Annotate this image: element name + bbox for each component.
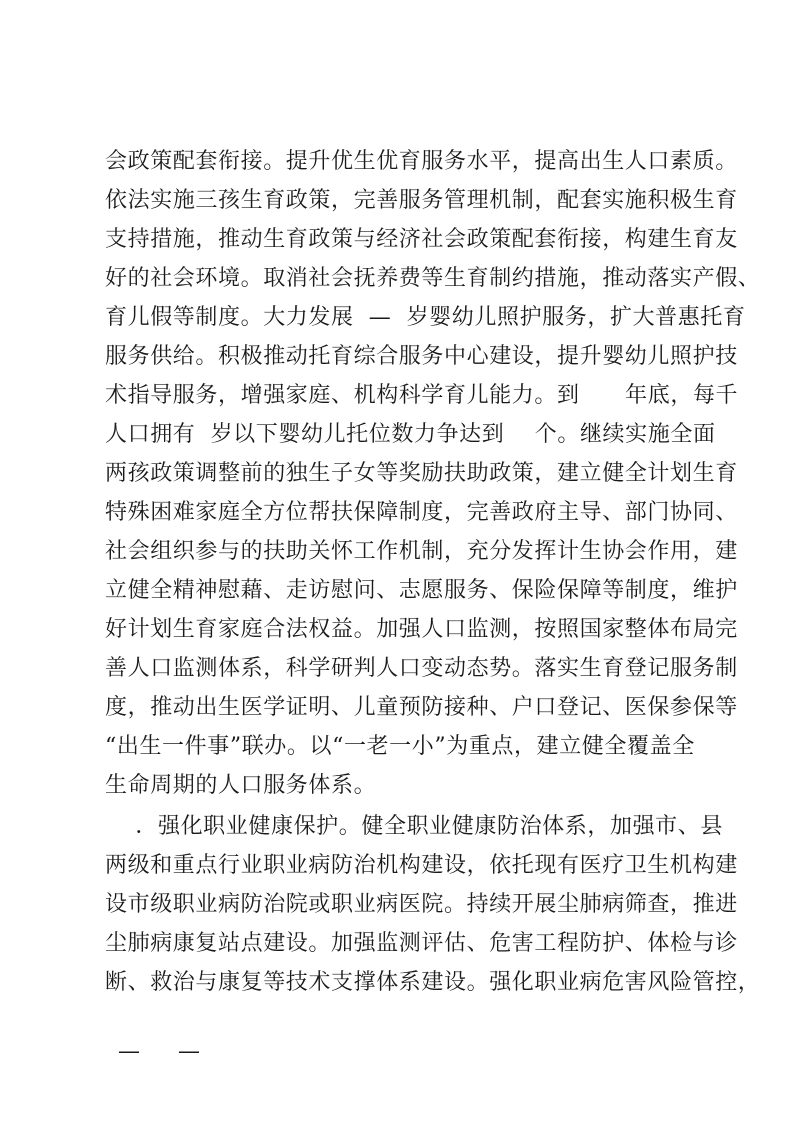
text-line: 社会组织参与的扶助关怀工作机制，充分发挥计生协会作用，建 [105, 539, 738, 564]
text-line: 好的社会环境。取消社会抚养费等生育制约措施，推动落实产假、 [105, 266, 761, 291]
text-line: 育儿假等制度。大力发展 — 岁婴幼儿照护服务，扩大普惠托育 [105, 305, 746, 330]
text-line: 两孩政策调整前的独生子女等奖励扶助政策，建立健全计划生育 [105, 461, 738, 486]
text-line: 服务供给。积极推动托育综合服务中心建设，提升婴幼儿照护技 [105, 344, 738, 369]
text-line: 立健全精神慰藉、走访慰问、志愿服务、保险保障等制度，维护 [105, 578, 738, 603]
text-line: 善人口监测体系，科学研判人口变动态势。落实生育登记服务制 [105, 656, 738, 681]
text-line: 好计划生育家庭合法权益。加强人口监测，按照国家整体布局完 [105, 617, 738, 642]
text-line: 尘肺病康复站点建设。加强监测评估、危害工程防护、体检与诊 [105, 931, 738, 956]
text-line: 设市级职业病防治院或职业病医院。持续开展尘肺病筛查，推进 [105, 892, 738, 917]
text-line: “出生一件事”联办。以“一老一小”为重点，建立健全覆盖全 [105, 734, 695, 759]
text-line: 特殊困难家庭全方位帮扶保障制度，完善政府主导、部门协同、 [105, 500, 738, 525]
text-line: 术指导服务，增强家庭、机构科学育儿能力。到 年底，每千 [105, 383, 739, 408]
text-line: 依法实施三孩生育政策，完善服务管理机制，配套实施积极生育 [105, 188, 738, 213]
section-heading-line: ．强化职业健康保护。健全职业健康防治体系，加强市、县 [105, 814, 723, 839]
page-number-marker: — — [118, 1039, 202, 1064]
text-line: 支持措施，推动生育政策与经济社会政策配套衔接，构建生育友 [105, 227, 738, 252]
text-line: 两级和重点行业职业病防治机构建设，依托现有医疗卫生机构建 [105, 853, 738, 878]
text-line: 度，推动出生医学证明、儿童预防接种、户口登记、医保参保等 [105, 695, 738, 720]
text-line: 人口拥有 岁以下婴幼儿托位数力争达到 个。继续实施全面 [105, 422, 716, 447]
text-line: 会政策配套衔接。提升优生优育服务水平，提高出生人口素质。 [105, 149, 738, 174]
text-line: 生命周期的人口服务体系。 [105, 773, 377, 798]
text-line: 断、救治与康复等技术支撑体系建设。强化职业病危害风险管控， [105, 970, 761, 995]
